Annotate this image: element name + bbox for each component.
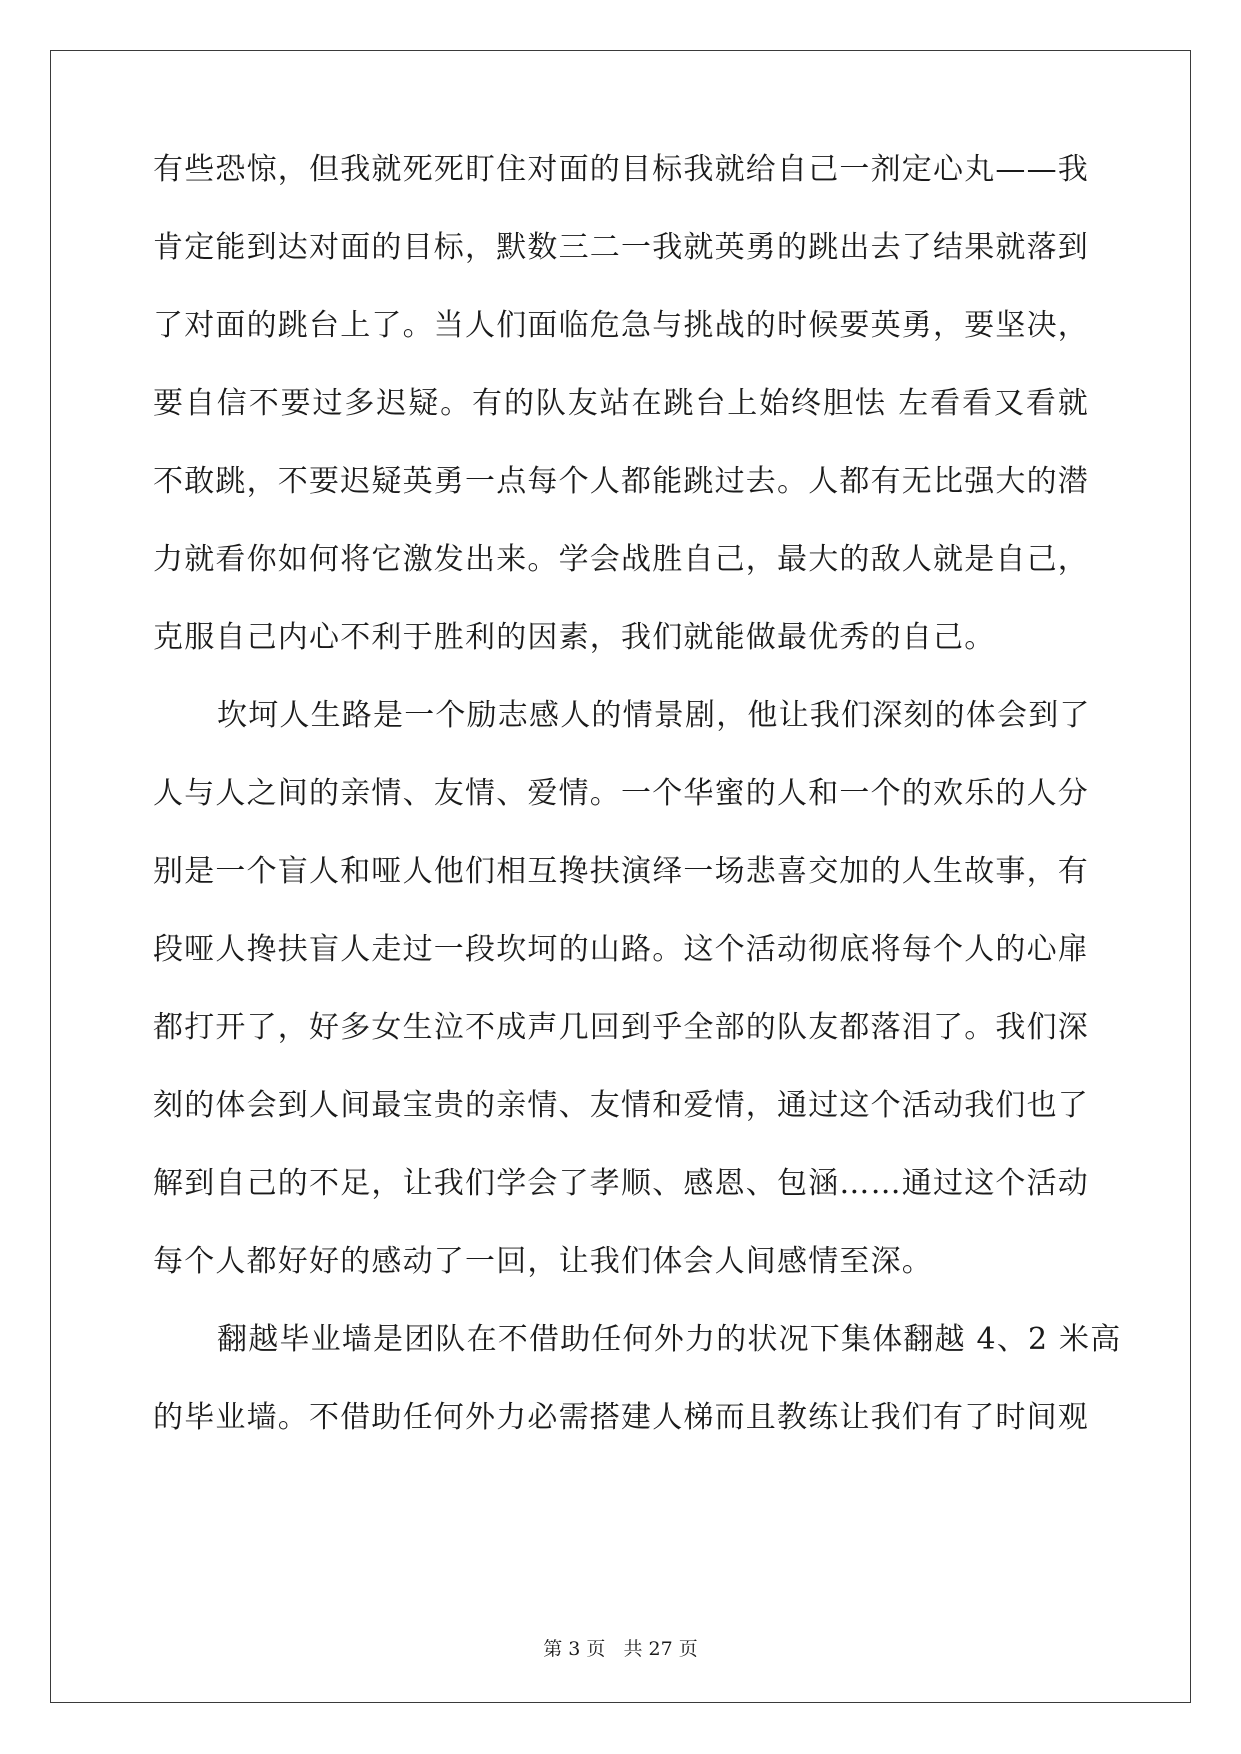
text-line: 每个人都好好的感动了一回，让我们体会人间感情至深。 bbox=[153, 1244, 933, 1279]
text-line: 的毕业墙。不借助任何外力必需搭建人梯而且教练让我们有了时间观 bbox=[153, 1400, 1089, 1435]
text-line: 翻越毕业墙是团队在不借助任何外力的状况下集体翻越 4、2 米高 bbox=[217, 1322, 1122, 1357]
text-line: 刻的体会到人间最宝贵的亲情、友情和爱情，通过这个活动我们也了 bbox=[153, 1088, 1089, 1123]
text-line: 要自信不要过多迟疑。有的队友站在跳台上始终胆怯 左看看又看就 bbox=[153, 386, 1089, 421]
text-line: 克服自己内心不利于胜利的因素，我们就能做最优秀的自己。 bbox=[153, 620, 996, 655]
text-line: 有些恐惊，但我就死死盯住对面的目标我就给自己一剂定心丸——我 bbox=[153, 152, 1089, 187]
text-line: 别是一个盲人和哑人他们相互搀扶演绎一场悲喜交加的人生故事，有 bbox=[153, 854, 1089, 889]
text-line: 肯定能到达对面的目标，默数三二一我就英勇的跳出去了结果就落到 bbox=[153, 230, 1089, 265]
text-line: 不敢跳，不要迟疑英勇一点每个人都能跳过去。人都有无比强大的潜 bbox=[153, 464, 1089, 499]
page-number: 第 3 页 bbox=[543, 1638, 606, 1660]
text-line: 段哑人搀扶盲人走过一段坎坷的山路。这个活动彻底将每个人的心扉 bbox=[153, 932, 1089, 967]
text-line: 解到自己的不足，让我们学会了孝顺、感恩、包涵……通过这个活动 bbox=[153, 1166, 1089, 1201]
text-line: 力就看你如何将它激发出来。学会战胜自己，最大的敌人就是自己， bbox=[153, 542, 1089, 577]
page-total: 共 27 页 bbox=[623, 1638, 698, 1660]
text-line: 人与人之间的亲情、友情、爱情。一个华蜜的人和一个的欢乐的人分 bbox=[153, 776, 1089, 811]
page-footer bbox=[0, 1634, 1241, 1661]
text-line: 都打开了，好多女生泣不成声几回到乎全部的队友都落泪了。我们深 bbox=[153, 1010, 1089, 1045]
text-line: 坎坷人生路是一个励志感人的情景剧，他让我们深刻的体会到了 bbox=[217, 698, 1091, 733]
text-line: 了对面的跳台上了。当人们面临危急与挑战的时候要英勇，要坚决， bbox=[153, 308, 1089, 343]
